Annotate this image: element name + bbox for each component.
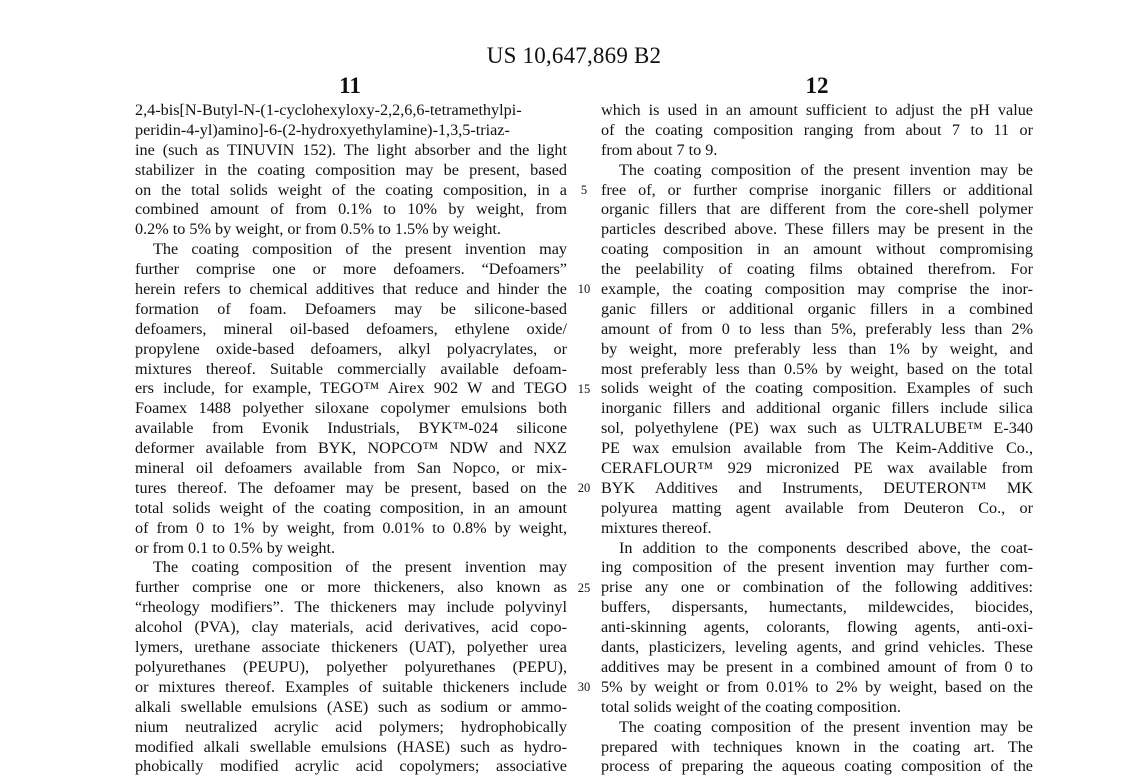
text-line: combined amount of from 0.1% to 10% by weight, from <box>135 200 567 219</box>
text-line: or mixtures thereof. Examples of suitable thickeners include <box>135 677 567 696</box>
text-line: alkali swellable emulsions (ASE) such as sodium or ammo- <box>135 697 567 716</box>
text-line: The coating composition of the present invention may be <box>619 717 1033 736</box>
text-line: from about 7 to 9. <box>601 140 718 159</box>
text-line: polyurethanes (PEUPU), polyether polyurethanes (PEPU), <box>135 657 567 676</box>
text-line: further comprise one or more defoamers. “Defoamers” <box>135 260 567 279</box>
left-column-number: 11 <box>339 73 361 98</box>
text-line: of the coating composition ranging from about 7 to 11 or <box>601 120 1033 139</box>
text-line: organic fillers that are different from the core-shell polymer <box>601 200 1033 219</box>
patent-number: US 10,647,869 B2 <box>486 43 662 68</box>
text-line: amount of from 0 to less than 5%, preferably less than 2% <box>601 319 1033 338</box>
text-line: mineral oil defoamers available from San Nopco, or mix- <box>135 459 567 478</box>
text-line: In addition to the components described above, the coat- <box>619 538 1033 557</box>
text-line: most preferably less than 0.5% by weight, based on the total <box>601 359 1033 378</box>
text-line: The coating composition of the present invention may be <box>619 160 1033 179</box>
text-line: example, the coating composition may comprise the inor- <box>601 280 1033 299</box>
text-line: on the total solids weight of the coating composition, in a <box>135 180 567 199</box>
text-line: 5% by weight or from 0.01% to 2% by weight, based on the <box>601 677 1033 696</box>
text-line: solids weight of the coating composition. Examples of such <box>601 379 1033 398</box>
text-line: inorganic fillers and additional organic fillers include silica <box>601 399 1033 418</box>
text-line: additives may be present in a combined amount of from 0 to <box>601 657 1033 676</box>
text-line: formation of foam. Defoamers may be silicone-based <box>135 299 567 318</box>
right-text-column <box>601 101 1033 777</box>
text-line: peridin-4-yl)amino]-6-(2-hydroxyethylamine)-1,3,5-triaz- <box>135 120 510 139</box>
text-line: ers include, for example, TEGO™ Airex 902 W and TEGO <box>135 379 567 398</box>
text-line: phobically modified acrylic acid copolymers; associative <box>135 757 567 776</box>
text-line: BYK Additives and Instruments, DEUTERON™ MK <box>601 478 1033 497</box>
text-line: sol, polyethylene (PE) wax such as ULTRALUBE™ E-340 <box>601 419 1033 438</box>
text-line: mixtures thereof. <box>601 518 712 537</box>
text-line: prepared with techniques known in the coating art. The <box>601 737 1033 756</box>
text-line: propylene oxide-based defoamers, alkyl polyacrylates, or <box>135 339 567 358</box>
text-line: defoamers, mineral oil-based defoamers, ethylene oxide/ <box>135 319 567 338</box>
text-line: dants, plasticizers, leveling agents, and grind vehicles. These <box>601 638 1033 657</box>
text-line: 2,4-bis[N-Butyl-N-(1-cyclohexyloxy-2,2,6,6-tetramethylpi- <box>135 101 522 119</box>
text-line: PE wax emulsion available from The Keim-Additive Co., <box>601 439 1033 458</box>
text-line: modified alkali swellable emulsions (HASE) such as hydro- <box>135 737 567 756</box>
text-line: ganic fillers or additional organic fillers in a combined <box>601 299 1033 318</box>
text-line: 0.2% to 5% by weight, or from 0.5% to 1.5% by weight. <box>135 220 501 239</box>
text-line: CERAFLOUR™ 929 micronized PE wax available from <box>601 459 1033 478</box>
text-line: “rheology modifiers”. The thickeners may include polyvinyl <box>135 598 567 617</box>
text-line: total solids weight of the coating composition. <box>601 697 901 716</box>
text-line: or from 0.1 to 0.5% by weight. <box>135 538 336 557</box>
text-line: total solids weight of the coating composition, in an amount <box>135 498 567 517</box>
text-line: of from 0 to 1% by weight, from 0.01% to 0.8% by weight, <box>135 518 567 537</box>
text-line: mixtures thereof. Suitable commercially available defoam- <box>135 359 567 378</box>
text-line: free of, or further comprise inorganic fillers or additional <box>601 180 1033 199</box>
text-line: alcohol (PVA), clay materials, acid derivatives, acid copo- <box>135 618 567 637</box>
text-line: anti-skinning agents, colorants, flowing agents, anti-oxi- <box>601 618 1033 637</box>
text-line: deformer available from BYK, NOPCO™ NDW and NXZ <box>135 439 567 458</box>
line-number: 20 <box>577 481 591 496</box>
text-line: buffers, dispersants, humectants, mildewcides, biocides, <box>601 598 1033 617</box>
text-line: prise any one or combination of the following additives: <box>601 578 1033 597</box>
line-number: 30 <box>577 680 591 695</box>
text-line: the peelability of coating films obtained therefrom. For <box>601 260 1033 279</box>
text-line: further comprise one or more thickeners, also known as <box>135 578 567 597</box>
text-line: Foamex 1488 polyether siloxane copolymer emulsions both <box>135 399 567 418</box>
text-line: ine (such as TINUVIN 152). The light absorber and the light <box>135 140 567 159</box>
line-number: 5 <box>580 182 588 197</box>
text-line: lymers, urethane associate thickeners (UAT), polyether urea <box>135 638 567 657</box>
right-column-number: 12 <box>805 73 829 98</box>
text-line: The coating composition of the present invention may <box>153 558 567 577</box>
text-line: stabilizer in the coating composition may be present, based <box>135 160 567 179</box>
text-line: polyurea matting agent available from Deuteron Co., or <box>601 498 1033 517</box>
text-line: nium neutralized acrylic acid polymers; hydrophobically <box>135 717 567 736</box>
text-line: available from Evonik Industrials, BYK™-024 silicone <box>135 419 567 438</box>
left-text-column <box>135 101 567 777</box>
text-line: process of preparing the aqueous coating composition of the <box>601 757 1033 776</box>
line-number: 10 <box>577 282 591 297</box>
text-line: coating composition in an amount without compromising <box>601 240 1033 259</box>
text-line: herein refers to chemical additives that reduce and hinder the <box>135 280 567 299</box>
line-number: 15 <box>577 381 591 396</box>
text-line: particles described above. These fillers may be present in the <box>601 220 1033 239</box>
text-line: which is used in an amount sufficient to adjust the pH value <box>601 101 1033 119</box>
text-line: by weight, more preferably less than 1% by weight, and <box>601 339 1033 358</box>
text-line: The coating composition of the present invention may <box>153 240 567 259</box>
text-line: tures thereof. The defoamer may be present, based on the <box>135 478 567 497</box>
line-number: 25 <box>577 580 591 595</box>
text-line: ing composition of the present invention may further com- <box>601 558 1033 577</box>
